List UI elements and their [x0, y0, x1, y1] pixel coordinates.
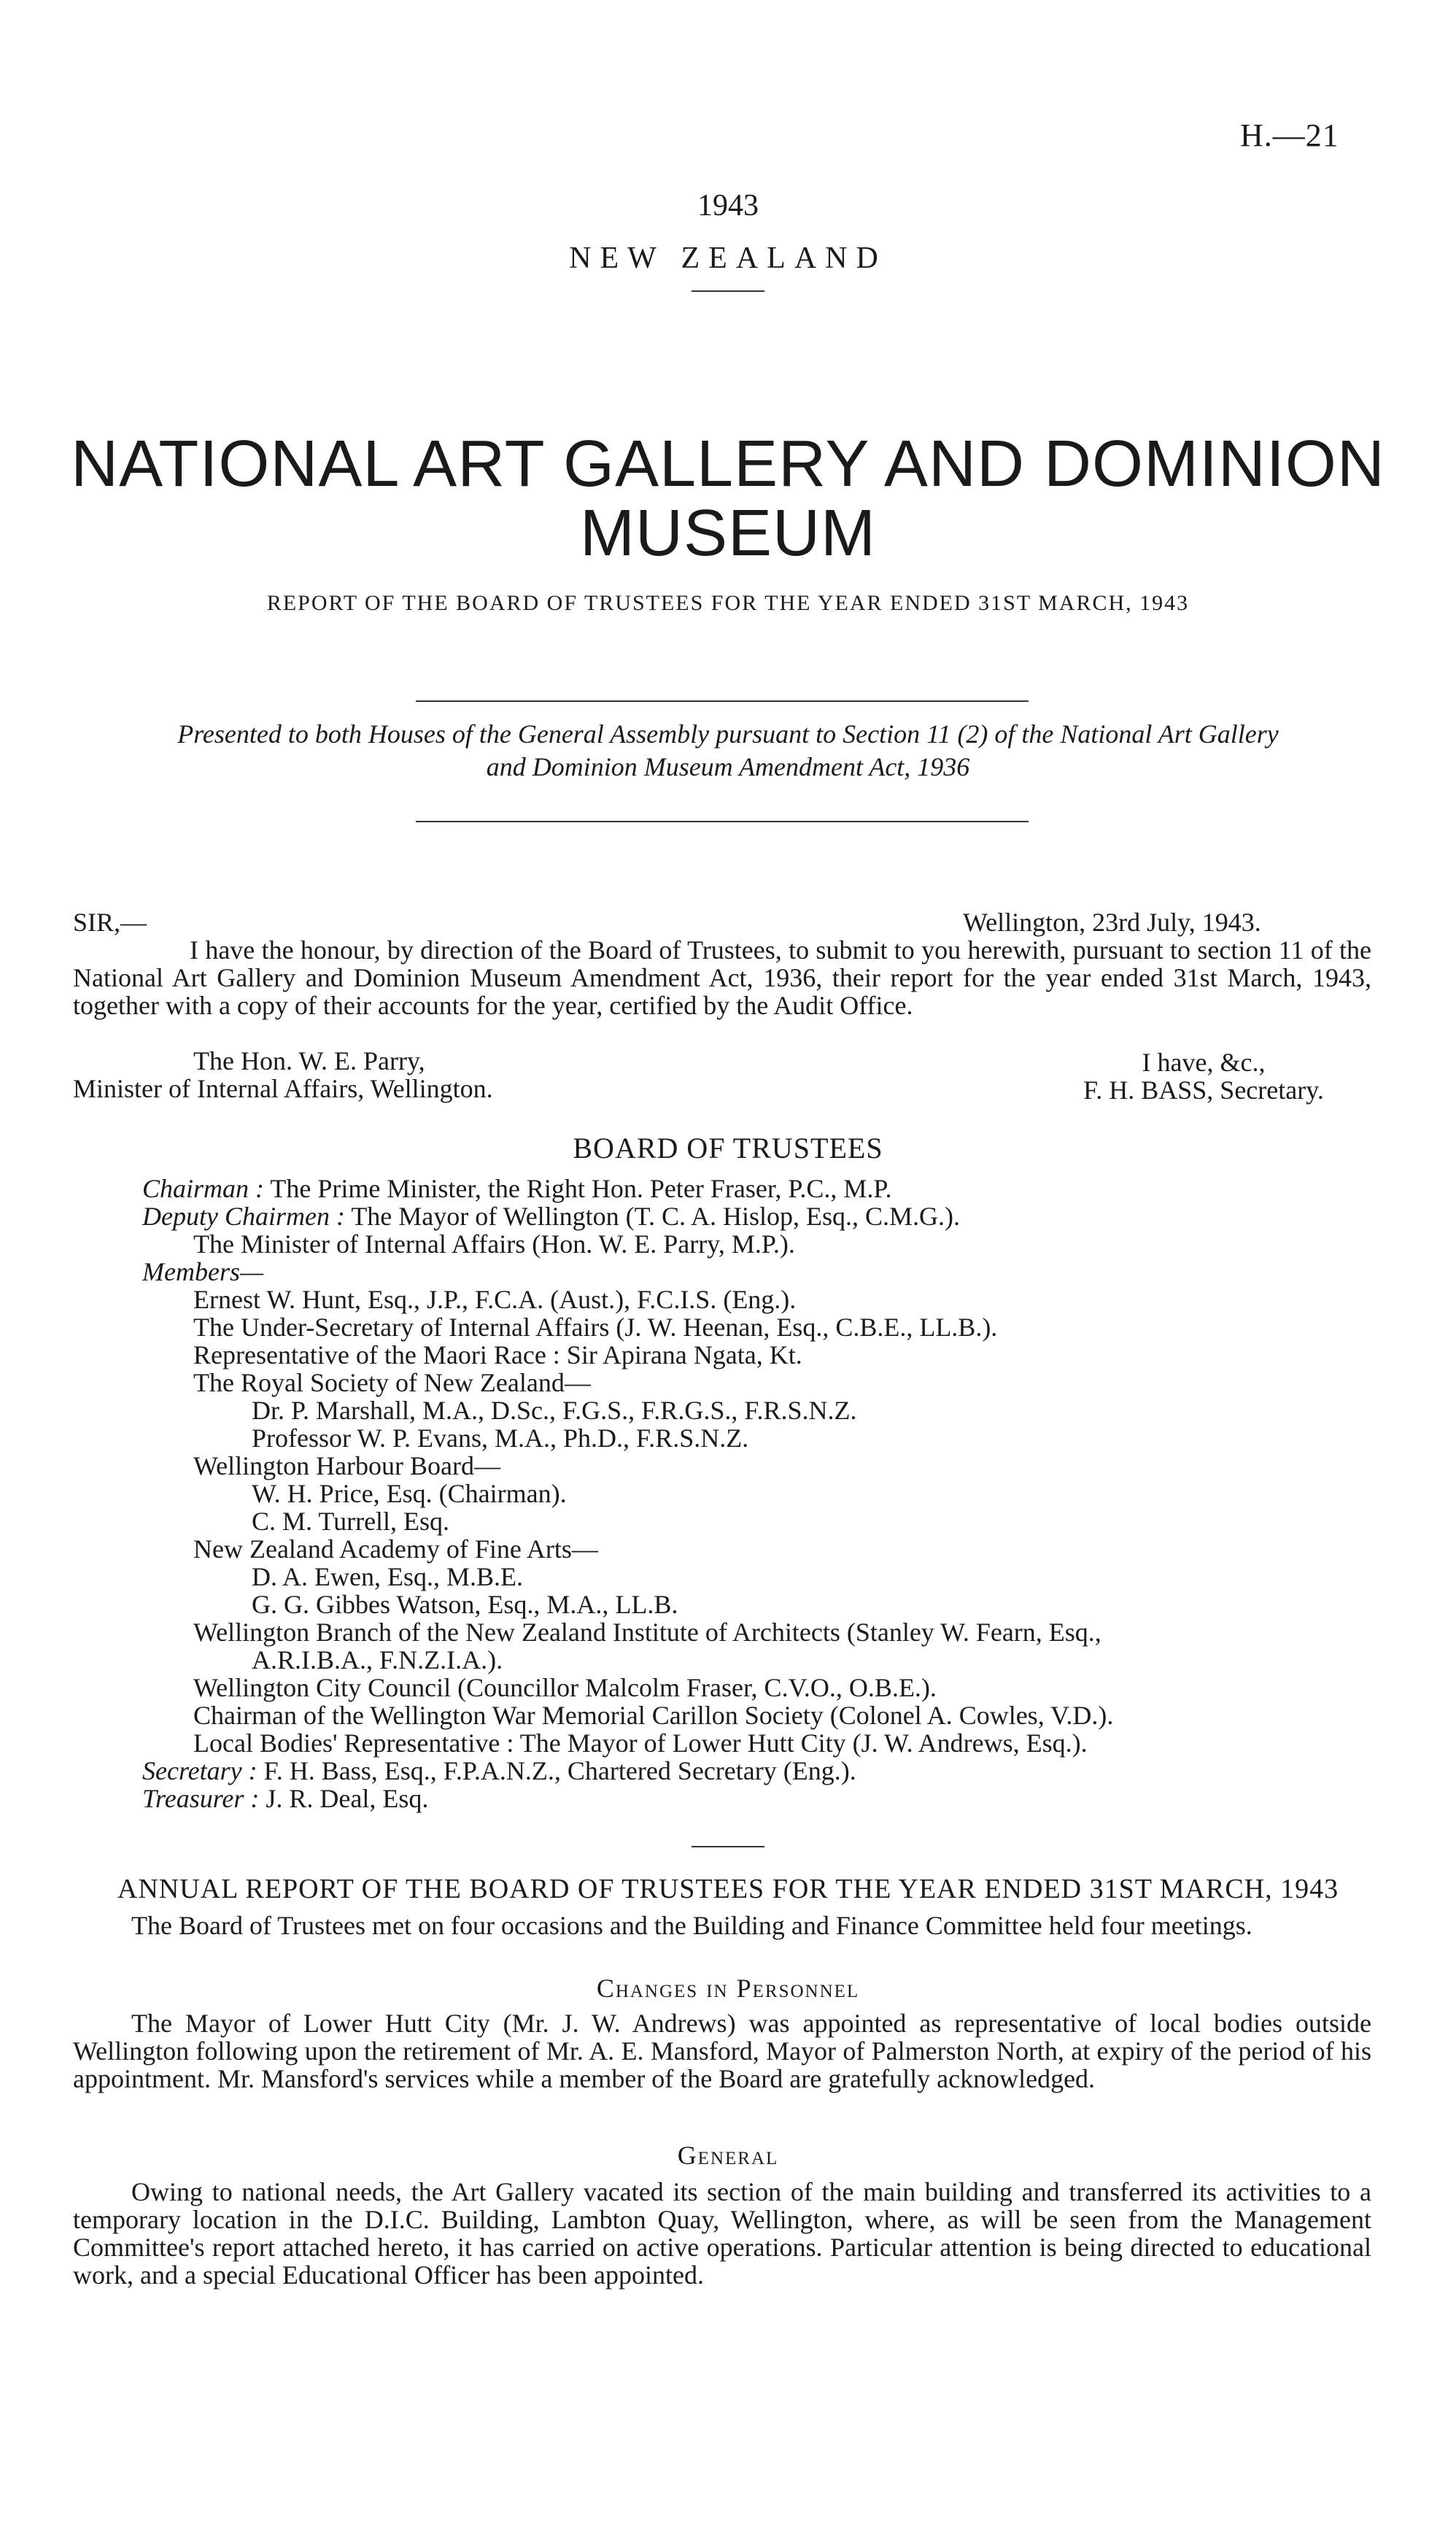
chairman-label: Chairman : [142, 1174, 265, 1203]
document-reference: H.—21 [1240, 117, 1339, 153]
letter-body-text: I have the honour, by direction of the Board of Trustees, to submit to you herewith, pursuant to section 11 of the National Art Gallery and Dominion Museum Amendment Act, 1936, their report for the year ended 31st March, 1943, together with a copy of their accounts for the year, certified by the Audit Office. [73, 935, 1371, 1020]
secretary-row [142, 1757, 856, 1785]
letter-body [73, 936, 1371, 1019]
member-line: D. A. Ewen, Esq., M.B.E. [252, 1562, 523, 1591]
report-subtitle: REPORT OF THE BOARD OF TRUSTEES FOR THE YEAR ENDED 31ST MARCH, 1943 [266, 591, 1190, 615]
divider [416, 700, 1029, 702]
secretary-value: F. H. Bass, Esq., F.P.A.N.Z., Chartered Secretary (Eng.). [263, 1756, 856, 1785]
treasurer-row [142, 1785, 428, 1812]
deputy-label: Deputy Chairmen : [142, 1202, 345, 1231]
member-line: Wellington Branch of the New Zealand Institute of Architects (Stanley W. Fearn, Esq., [193, 1618, 1101, 1647]
member-line: Chairman of the Wellington War Memorial Carillon Society (Colonel A. Cowles, V.D.). [193, 1701, 1114, 1730]
treasurer-label: Treasurer : [142, 1784, 260, 1813]
addressee-line-2: Minister of Internal Affairs, Wellington. [73, 1074, 493, 1103]
board-heading: BOARD OF TRUSTEES [573, 1132, 883, 1164]
annual-intro-text: The Board of Trustees met on four occasions and the Building and Finance Committee held four meetings. [131, 1911, 1252, 1940]
member-line: Wellington Harbour Board— [193, 1451, 501, 1480]
presented-line-2: and Dominion Museum Amendment Act, 1936 [486, 752, 970, 781]
general-paragraph [73, 2178, 1371, 2289]
member-line: The Under-Secretary of Internal Affairs (J. W. Heenan, Esq., C.B.E., LL.B.). [193, 1313, 998, 1342]
member-line: W. H. Price, Esq. (Chairman). [252, 1479, 567, 1508]
deputy-value-2: The Minister of Internal Affairs (Hon. W. E. Parry, M.P.). [193, 1229, 795, 1259]
main-title-line-2: MUSEUM [580, 497, 876, 570]
deputy-row [142, 1202, 960, 1230]
personnel-paragraph [73, 2009, 1371, 2093]
document-country: NEW ZEALAND [569, 242, 887, 275]
divider [692, 290, 764, 292]
annual-intro [73, 1912, 1371, 1939]
divider [416, 821, 1029, 822]
personnel-text: The Mayor of Lower Hutt City (Mr. J. W. Andrews) was appointed as representative of local bodies outside Wellington following upon the retirement of Mr. A. E. Mansford, Mayor of Palmerston North, at expiry of the period of his appointment. Mr. Mansford's services while a member of the Board are gratefully acknowledged. [73, 2009, 1371, 2093]
member-line: C. M. Turrell, Esq. [252, 1507, 450, 1536]
deputy-value-1: The Mayor of Wellington (T. C. A. Hislop, Esq., C.M.G.). [351, 1202, 961, 1231]
general-text: Owing to national needs, the Art Gallery vacated its section of the main building and transferred its activities to a temporary location in the D.I.C. Building, Lambton Quay, Wellington, where, as will be seen from the Management Committee's report attached hereto, it has carried on active operations. Particular attention is being directed to educational work, and a special Educational Officer has been appointed. [73, 2177, 1371, 2290]
member-line: The Royal Society of New Zealand— [193, 1368, 591, 1397]
treasurer-value: J. R. Deal, Esq. [266, 1784, 429, 1813]
addressee-line-1: The Hon. W. E. Parry, [193, 1046, 425, 1075]
letter-closing: I have, &c., [1142, 1048, 1266, 1077]
member-line: G. G. Gibbes Watson, Esq., M.A., LL.B. [252, 1590, 678, 1619]
member-line: New Zealand Academy of Fine Arts— [193, 1534, 598, 1564]
chairman-row [142, 1175, 891, 1202]
member-line: Professor W. P. Evans, M.A., Ph.D., F.R.S.N.Z. [252, 1423, 749, 1453]
main-title-line-1: NATIONAL ART GALLERY AND DOMINION [71, 428, 1385, 501]
member-line: Local Bodies' Representative : The Mayor of Lower Hutt City (J. W. Andrews, Esq.). [193, 1728, 1088, 1758]
letter-signatory: F. H. BASS, Secretary. [1083, 1075, 1324, 1105]
members-label: Members— [142, 1257, 263, 1286]
annual-report-heading: ANNUAL REPORT OF THE BOARD OF TRUSTEES FOR THE YEAR ENDED 31ST MARCH, 1943 [117, 1874, 1339, 1904]
divider [692, 1846, 764, 1847]
presented-line-1: Presented to both Houses of the General Assembly pursuant to Section 11 (2) of the National Art Gallery [177, 719, 1279, 749]
member-line: A.R.I.B.A., F.N.Z.I.A.). [252, 1645, 503, 1674]
document-year: 1943 [697, 189, 759, 223]
member-line: Dr. P. Marshall, M.A., D.Sc., F.G.S., F.R.G.S., F.R.S.N.Z. [252, 1396, 857, 1425]
secretary-label: Secretary : [142, 1756, 257, 1785]
salutation: SIR,— [73, 908, 147, 937]
member-line: Ernest W. Hunt, Esq., J.P., F.C.A. (Aust.), F.C.I.S. (Eng.). [193, 1285, 797, 1314]
chairman-value: The Prime Minister, the Right Hon. Peter Fraser, P.C., M.P. [270, 1174, 892, 1203]
member-line: Representative of the Maori Race : Sir Apirana Ngata, Kt. [193, 1340, 802, 1369]
general-heading: General [677, 2141, 779, 2170]
member-line: Wellington City Council (Councillor Malcolm Fraser, C.V.O., O.B.E.). [193, 1673, 937, 1702]
letter-place-date: Wellington, 23rd July, 1943. [963, 908, 1261, 937]
personnel-heading: Changes in Personnel [596, 1974, 860, 2003]
